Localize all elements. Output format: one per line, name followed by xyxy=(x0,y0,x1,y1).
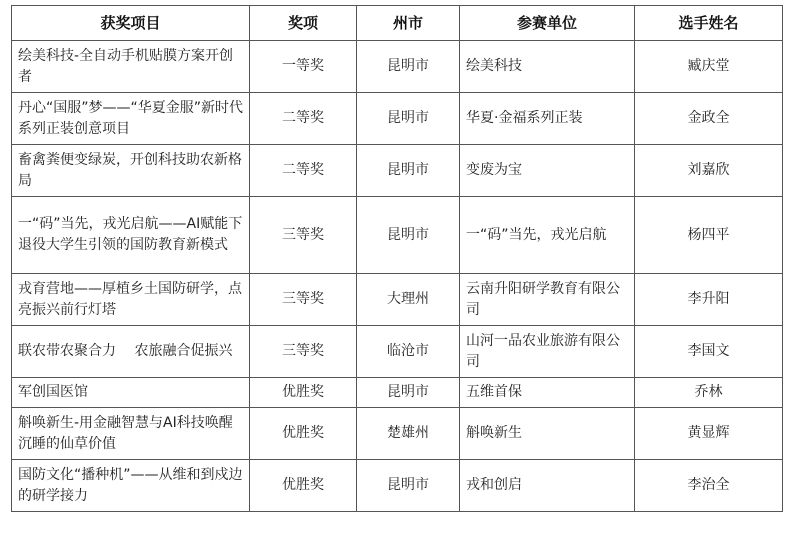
cell-name: 杨四平 xyxy=(635,197,783,274)
cell-unit: 一“码”当先，戎光启航 xyxy=(460,197,635,274)
cell-award: 一等奖 xyxy=(250,41,357,93)
cell-project: 丹心“国服”梦——“华夏金服”新时代系列正装创意项目 xyxy=(12,93,250,145)
cell-city: 临沧市 xyxy=(357,326,460,378)
table-row xyxy=(12,145,783,197)
awards-table xyxy=(11,5,783,512)
cell-project: 一“码”当先，戎光启航——AI赋能下退役大学生引领的国防教育新模式 xyxy=(12,197,250,274)
cell-award: 三等奖 xyxy=(250,274,357,326)
table-header-row xyxy=(12,6,783,41)
cell-award: 优胜奖 xyxy=(250,378,357,408)
cell-city: 楚雄州 xyxy=(357,408,460,460)
cell-project: 斛唤新生-用金融智慧与AI科技唤醒沉睡的仙草价值 xyxy=(12,408,250,460)
cell-name: 刘嘉欣 xyxy=(635,145,783,197)
header-project: 获奖项目 xyxy=(12,6,250,41)
cell-city: 昆明市 xyxy=(357,378,460,408)
cell-project: 绘美科技-全自动手机贴膜方案开创者 xyxy=(12,41,250,93)
table-row xyxy=(12,274,783,326)
cell-unit: 变废为宝 xyxy=(460,145,635,197)
table-row xyxy=(12,460,783,512)
table-row xyxy=(12,378,783,408)
cell-project: 国防文化“播种机”——从维和到戍边的研学接力 xyxy=(12,460,250,512)
cell-unit: 绘美科技 xyxy=(460,41,635,93)
cell-name: 李升阳 xyxy=(635,274,783,326)
cell-project: 联农带农聚合力 农旅融合促振兴 xyxy=(12,326,250,378)
cell-name: 黄显辉 xyxy=(635,408,783,460)
table-row xyxy=(12,41,783,93)
cell-unit: 云南升阳研学教育有限公司 xyxy=(460,274,635,326)
cell-unit: 戎和创启 xyxy=(460,460,635,512)
cell-city: 昆明市 xyxy=(357,41,460,93)
cell-city: 昆明市 xyxy=(357,460,460,512)
cell-name: 乔林 xyxy=(635,378,783,408)
cell-project: 戎育营地——厚植乡土国防研学，点亮振兴前行灯塔 xyxy=(12,274,250,326)
cell-award: 优胜奖 xyxy=(250,460,357,512)
header-city: 州市 xyxy=(357,6,460,41)
cell-unit: 山河一品农业旅游有限公司 xyxy=(460,326,635,378)
cell-name: 李国文 xyxy=(635,326,783,378)
table-row xyxy=(12,326,783,378)
header-unit: 参赛单位 xyxy=(460,6,635,41)
cell-city: 昆明市 xyxy=(357,93,460,145)
cell-project: 军创国医馆 xyxy=(12,378,250,408)
cell-name: 李治全 xyxy=(635,460,783,512)
cell-name: 金政全 xyxy=(635,93,783,145)
cell-city: 大理州 xyxy=(357,274,460,326)
cell-name: 臧庆堂 xyxy=(635,41,783,93)
header-name: 选手姓名 xyxy=(635,6,783,41)
cell-award: 三等奖 xyxy=(250,326,357,378)
awards-table-container xyxy=(11,5,783,512)
cell-city: 昆明市 xyxy=(357,197,460,274)
table-row xyxy=(12,197,783,274)
cell-award: 优胜奖 xyxy=(250,408,357,460)
cell-city: 昆明市 xyxy=(357,145,460,197)
cell-unit: 华夏·金福系列正装 xyxy=(460,93,635,145)
header-award: 奖项 xyxy=(250,6,357,41)
table-row xyxy=(12,93,783,145)
cell-award: 三等奖 xyxy=(250,197,357,274)
table-row xyxy=(12,408,783,460)
cell-unit: 斛唤新生 xyxy=(460,408,635,460)
cell-award: 二等奖 xyxy=(250,145,357,197)
cell-project: 畜禽粪便变绿炭，开创科技助农新格局 xyxy=(12,145,250,197)
cell-award: 二等奖 xyxy=(250,93,357,145)
cell-unit: 五维首保 xyxy=(460,378,635,408)
